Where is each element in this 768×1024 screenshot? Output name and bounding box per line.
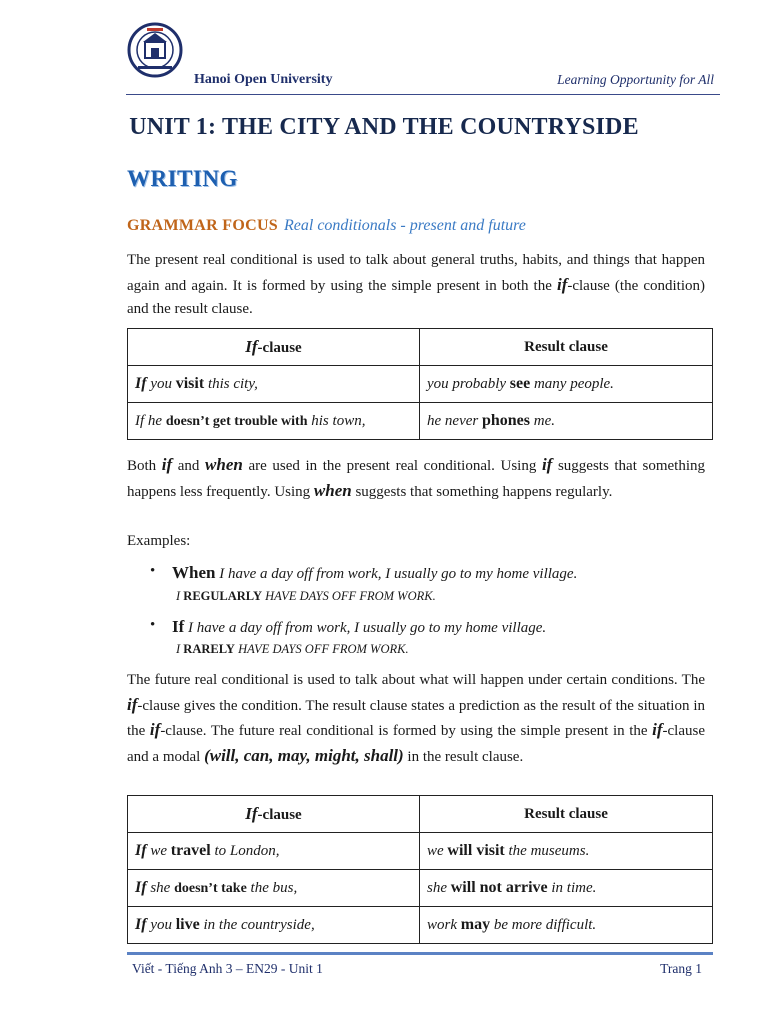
example-sentence (172, 617, 546, 637)
example-note (176, 589, 436, 604)
keyword-if: if (127, 694, 138, 714)
page-header (126, 14, 720, 98)
text-run: -clause. The future real conditional is formed by using the simple present in the (160, 723, 653, 739)
text-run: be more difficult. (490, 917, 597, 933)
verb: visit (175, 375, 205, 392)
grammar-focus-label: GRAMMAR FOCUS (127, 217, 278, 234)
text-run: in the result clause. (403, 748, 524, 765)
bullet-icon: • (150, 563, 156, 579)
page-number: Trang 1 (660, 961, 702, 976)
keyword-if: if (161, 455, 173, 474)
table-row (128, 833, 713, 870)
table-row (128, 907, 713, 944)
footer-course: Viết - Tiếng Anh 3 – EN29 - Unit 1 (132, 961, 323, 976)
text-run: -clause (the condition) and the result clause. (127, 277, 705, 317)
text-run: me. (530, 413, 555, 429)
modal-list: (will, can, may, might, shall) (204, 745, 404, 765)
university-motto: Learning Opportunity for All (557, 72, 714, 87)
verb: live (175, 916, 200, 933)
keyword-when: When (172, 563, 216, 582)
text-run: he never (427, 413, 482, 429)
text-run: The future real conditional is used to talk about what will happen under certain conditions. The (127, 672, 705, 688)
text-run: the bus, (246, 880, 298, 896)
text-run: we (427, 843, 448, 859)
text-run: If he (135, 412, 166, 429)
text-run: I (176, 589, 184, 603)
keyword-if: if (149, 720, 161, 739)
table-row (128, 403, 713, 440)
example-sentence (172, 563, 577, 583)
text-run: HAVE DAYS OFF FROM WORK. (234, 642, 409, 656)
keyword-if: if (541, 455, 553, 474)
col-header-if-clause (128, 329, 420, 366)
paragraph-present-real (127, 249, 705, 322)
verb: travel (170, 842, 211, 859)
header-text: -clause (257, 807, 302, 823)
keyword-when: when (313, 480, 352, 500)
example-note (176, 642, 409, 657)
if-clause-cell (128, 833, 420, 870)
table-row (128, 870, 713, 907)
result-clause-cell (420, 366, 713, 403)
if-clause-cell (128, 907, 420, 944)
future-conditional-table (127, 795, 713, 944)
keyword-if: If (135, 842, 147, 859)
text-run: I (176, 642, 184, 656)
if-clause-cell (128, 403, 420, 440)
paragraph-if-when (127, 453, 705, 504)
col-header-if-clause (128, 796, 420, 833)
keyword-if: If (135, 916, 147, 933)
text-run: the museums. (504, 843, 590, 859)
text-run: HAVE DAYS OFF FROM WORK. (262, 589, 436, 603)
text-run: in the countryside, (199, 917, 315, 933)
keyword-if: If (245, 337, 258, 356)
text-run: and (172, 458, 206, 474)
verb: will visit (447, 842, 505, 859)
keyword-if: if (556, 274, 568, 294)
table-header-row (128, 796, 713, 833)
col-header-result-clause: Result clause (420, 796, 713, 833)
bullet-icon: • (150, 617, 156, 633)
grammar-focus-heading (127, 217, 526, 235)
result-clause-cell (420, 833, 713, 870)
text-run: I have a day off from work, I usually go to my home village. (215, 566, 578, 582)
keyword-if: If (135, 375, 147, 392)
text-run: to London, (210, 843, 280, 859)
text-run: I have a day off from work, I usually go to my home village. (184, 620, 547, 636)
section-heading: WRITING (127, 166, 238, 191)
text-run: she (427, 880, 451, 896)
text-run: you probably (427, 376, 510, 392)
verb: may (460, 916, 491, 933)
verb: will not arrive (450, 879, 548, 896)
result-clause-cell (420, 403, 713, 440)
result-clause-cell (420, 907, 713, 944)
header-text: -clause (257, 340, 302, 356)
examples-label: Examples: (127, 533, 191, 549)
university-logo (126, 18, 184, 88)
header-rule (126, 94, 720, 95)
text-run: suggests that something happens less frequently. Using (127, 458, 705, 500)
text-run: -clause gives the condition. The result clause states a prediction as the result of the situation in the (127, 697, 705, 739)
keyword-if: If (245, 804, 258, 823)
text-run: Both (127, 458, 162, 474)
text-run: she (146, 880, 175, 896)
footer-rule (127, 952, 713, 955)
text-run: many people. (530, 376, 614, 392)
keyword-if: If (135, 879, 147, 896)
present-conditional-table (127, 328, 713, 440)
table-header-row (128, 329, 713, 366)
grammar-focus-topic: Real conditionals - present and future (284, 217, 526, 234)
text-run: his town, (307, 412, 366, 429)
unit-title: UNIT 1: THE CITY AND THE COUNTRYSIDE (129, 114, 639, 140)
text-run: suggests that something happens regularly. (351, 483, 613, 500)
if-clause-cell (128, 366, 420, 403)
paragraph-future-real (127, 669, 705, 769)
result-clause-cell (420, 870, 713, 907)
verb: see (509, 375, 531, 392)
text-run: work (427, 917, 461, 933)
keyword-if: if (652, 720, 663, 739)
text-run: we (146, 843, 171, 859)
text-run: -clause and a modal (127, 723, 705, 765)
table-row (128, 366, 713, 403)
verb: doesn’t take (174, 881, 247, 896)
keyword-if: If (172, 617, 185, 636)
text-run: this city, (204, 376, 258, 392)
text-run: are used in the present real conditional. Using (242, 458, 542, 474)
emphasis: RARELY (183, 642, 235, 656)
emphasis: REGULARLY (183, 589, 263, 603)
col-header-result-clause: Result clause (420, 329, 713, 366)
verb: phones (481, 412, 530, 429)
university-name: Hanoi Open University (194, 72, 333, 87)
keyword-when: when (205, 455, 243, 474)
if-clause-cell (128, 870, 420, 907)
text-run: you (146, 917, 176, 933)
text-run: The present real conditional is used to talk about general truths, habits, and things that happen again and again. It is formed by using the simple present in both the (127, 252, 705, 294)
verb: doesn’t get trouble with (165, 413, 308, 429)
text-run: in time. (547, 880, 597, 896)
text-run: you (146, 376, 176, 392)
